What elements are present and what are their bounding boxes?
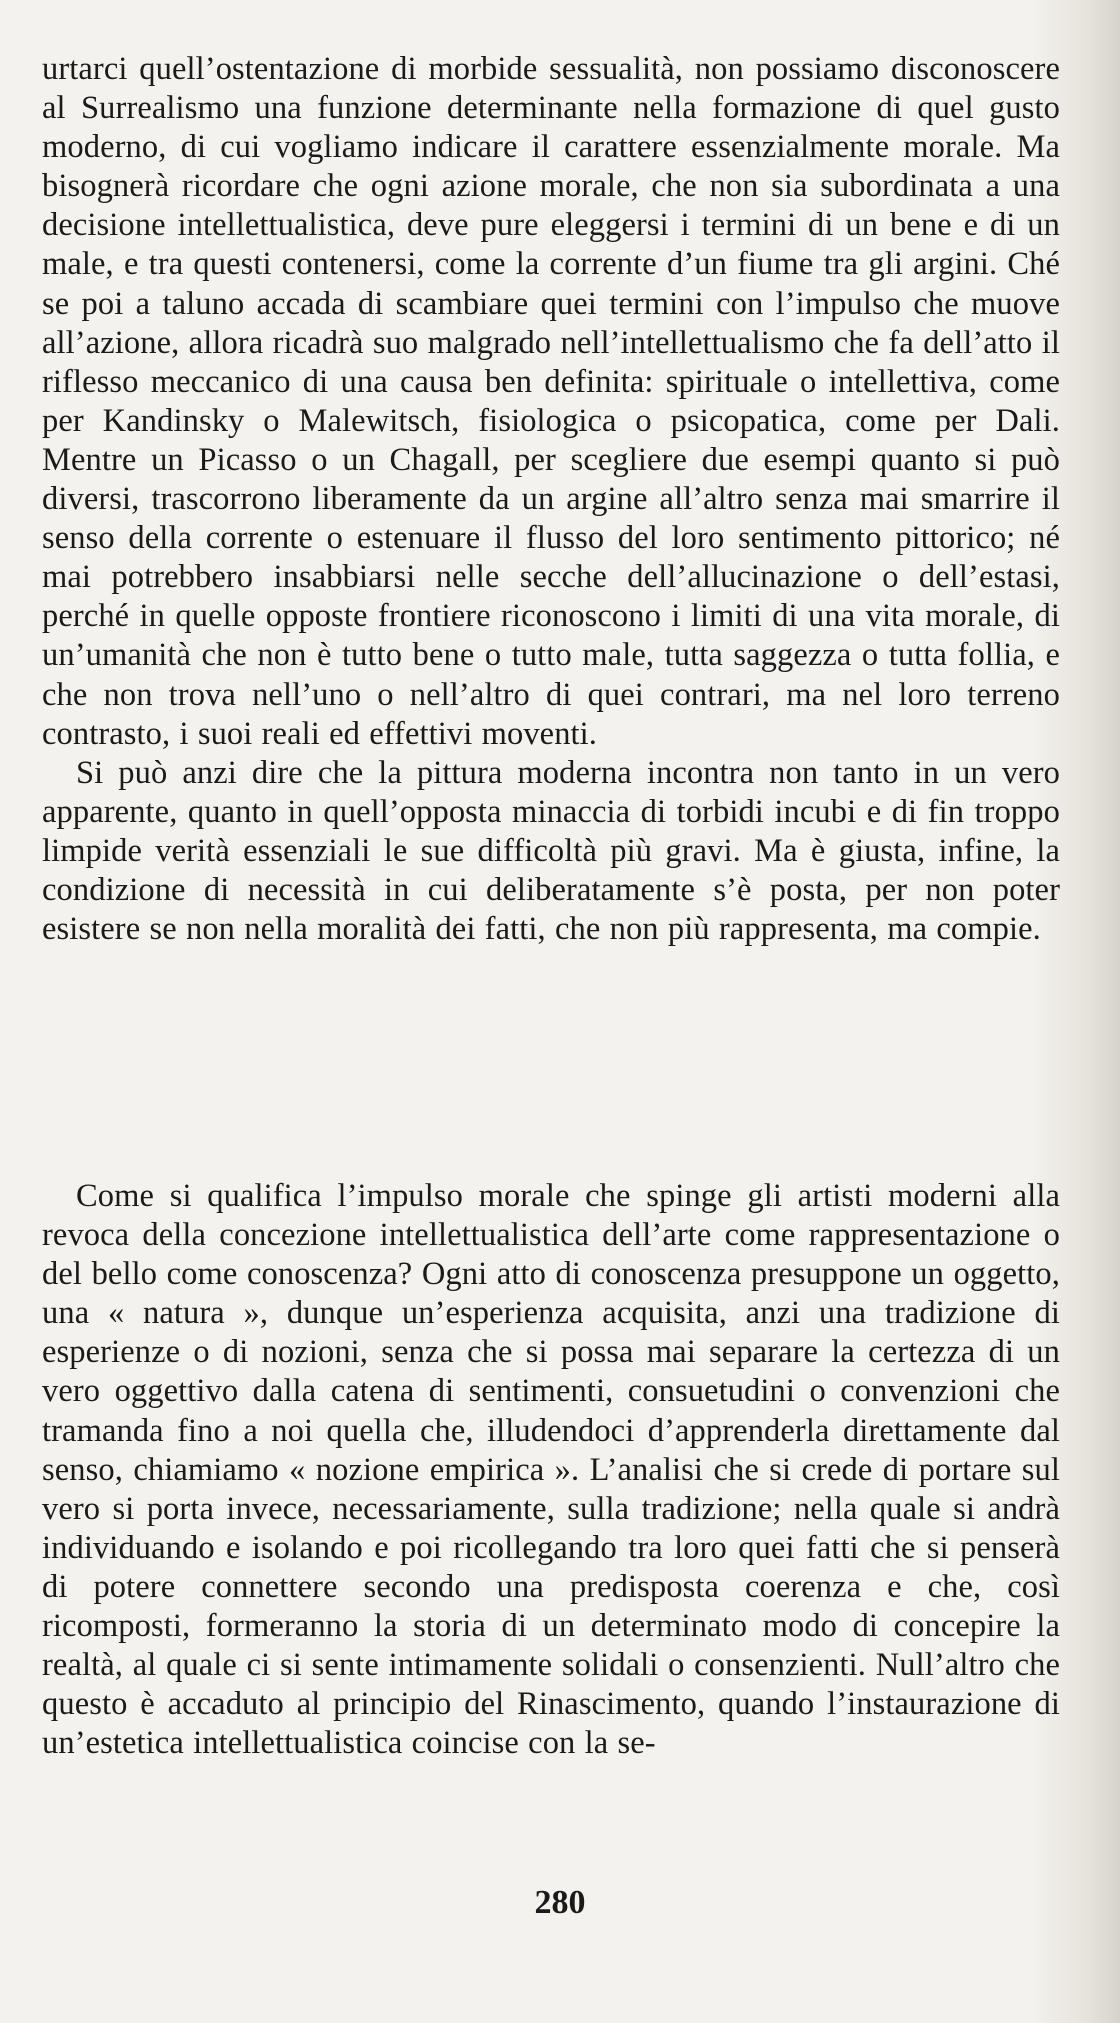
paragraph: Come si qualifica l’impulso morale che spinge gli artisti moderni alla revoca della concezione intellettualistica dell’arte come rappresentazione o del bello come conoscenza? Ogni atto di conoscenza presuppone un oggetto, una « natura », dunque un’esperienza acquisita, anzi una tradizione di esperienze o di nozioni, senza che si possa mai separare la certezza di un vero oggettivo dalla catena di sentimenti, consuetudini o convenzioni che tramanda fino a noi quella che, illudendoci d’apprenderla direttamente dal senso, chiamiamo « nozione empirica ». L’analisi che si crede di portare sul vero si porta invece, necessariamente, sulla tradizione; nella quale si andrà individuando e isolando e poi ricollegando tra loro quei fatti che si penserà di potere connettere secondo una predisposta coerenza e che, così ricomposti, formeranno la storia di un determinato modo di concepire la realtà, al quale ci si sente intimamente solidali o consenzienti. Null’altro che questo è accaduto al principio del Rinascimento, quando l’instaurazione di un’estetica intellettualistica coincise con la se- bbox=[42, 1178, 1060, 1762]
text-section-upper bbox=[42, 50, 1060, 949]
paragraph: Si può anzi dire che la pittura moderna incontra non tanto in un vero apparente, quanto in quell’opposta minaccia di torbidi incubi e di fin troppo limpide verità essenziali le sue difficoltà più gravi. Ma è giusta, infine, la condizione di necessità in cui deliberatamente s’è posta, per non poter esistere se non nella moralità dei fatti, che non più rappresenta, ma compie. bbox=[42, 754, 1060, 948]
text-section-lower bbox=[42, 1177, 1060, 1763]
paragraph-continuation: urtarci quell’ostentazione di morbide sessualità, non possiamo disconoscere al Surrealismo una funzione determinante nella formazione di quel gusto moderno, di cui vogliamo indicare il carattere essenzialmente morale. Ma bisognerà ricordare che ogni azione morale, che non sia subordinata a una decisione intellettualistica, deve pure eleggersi i termini di un bene e di un male, e tra questi contenersi, come la corrente d’un fiume tra gli argini. Ché se poi a taluno accada di scambiare quei termini con l’impulso che muove all’azione, allora ricadrà suo malgrado nell’intellettualismo che fa dell’atto il riflesso meccanico di una causa ben definita: spirituale o intellettiva, come per Kandinsky o Malewitsch, fisiologica o psicopatica, come per Dali. Mentre un Picasso o un Chagall, per scegliere due esempi quanto si può diversi, trascorrono liberamente da un argine all’altro senza mai smarrire il senso della corrente o estenuare il flusso del loro sentimento pittorico; né mai potrebbero insabbiarsi nelle secche dell’allucinazione o dell’estasi, perché in quelle opposte frontiere riconoscono i limiti di una vita morale, di un’umanità che non è tutto bene o tutto male, tutta saggezza o tutta follia, e che non trova nell’uno o nell’altro di quei contrari, ma nel loro terreno contrasto, i suoi reali ed effettivi moventi. bbox=[42, 51, 1060, 752]
page-number: 280 bbox=[534, 1884, 586, 1921]
